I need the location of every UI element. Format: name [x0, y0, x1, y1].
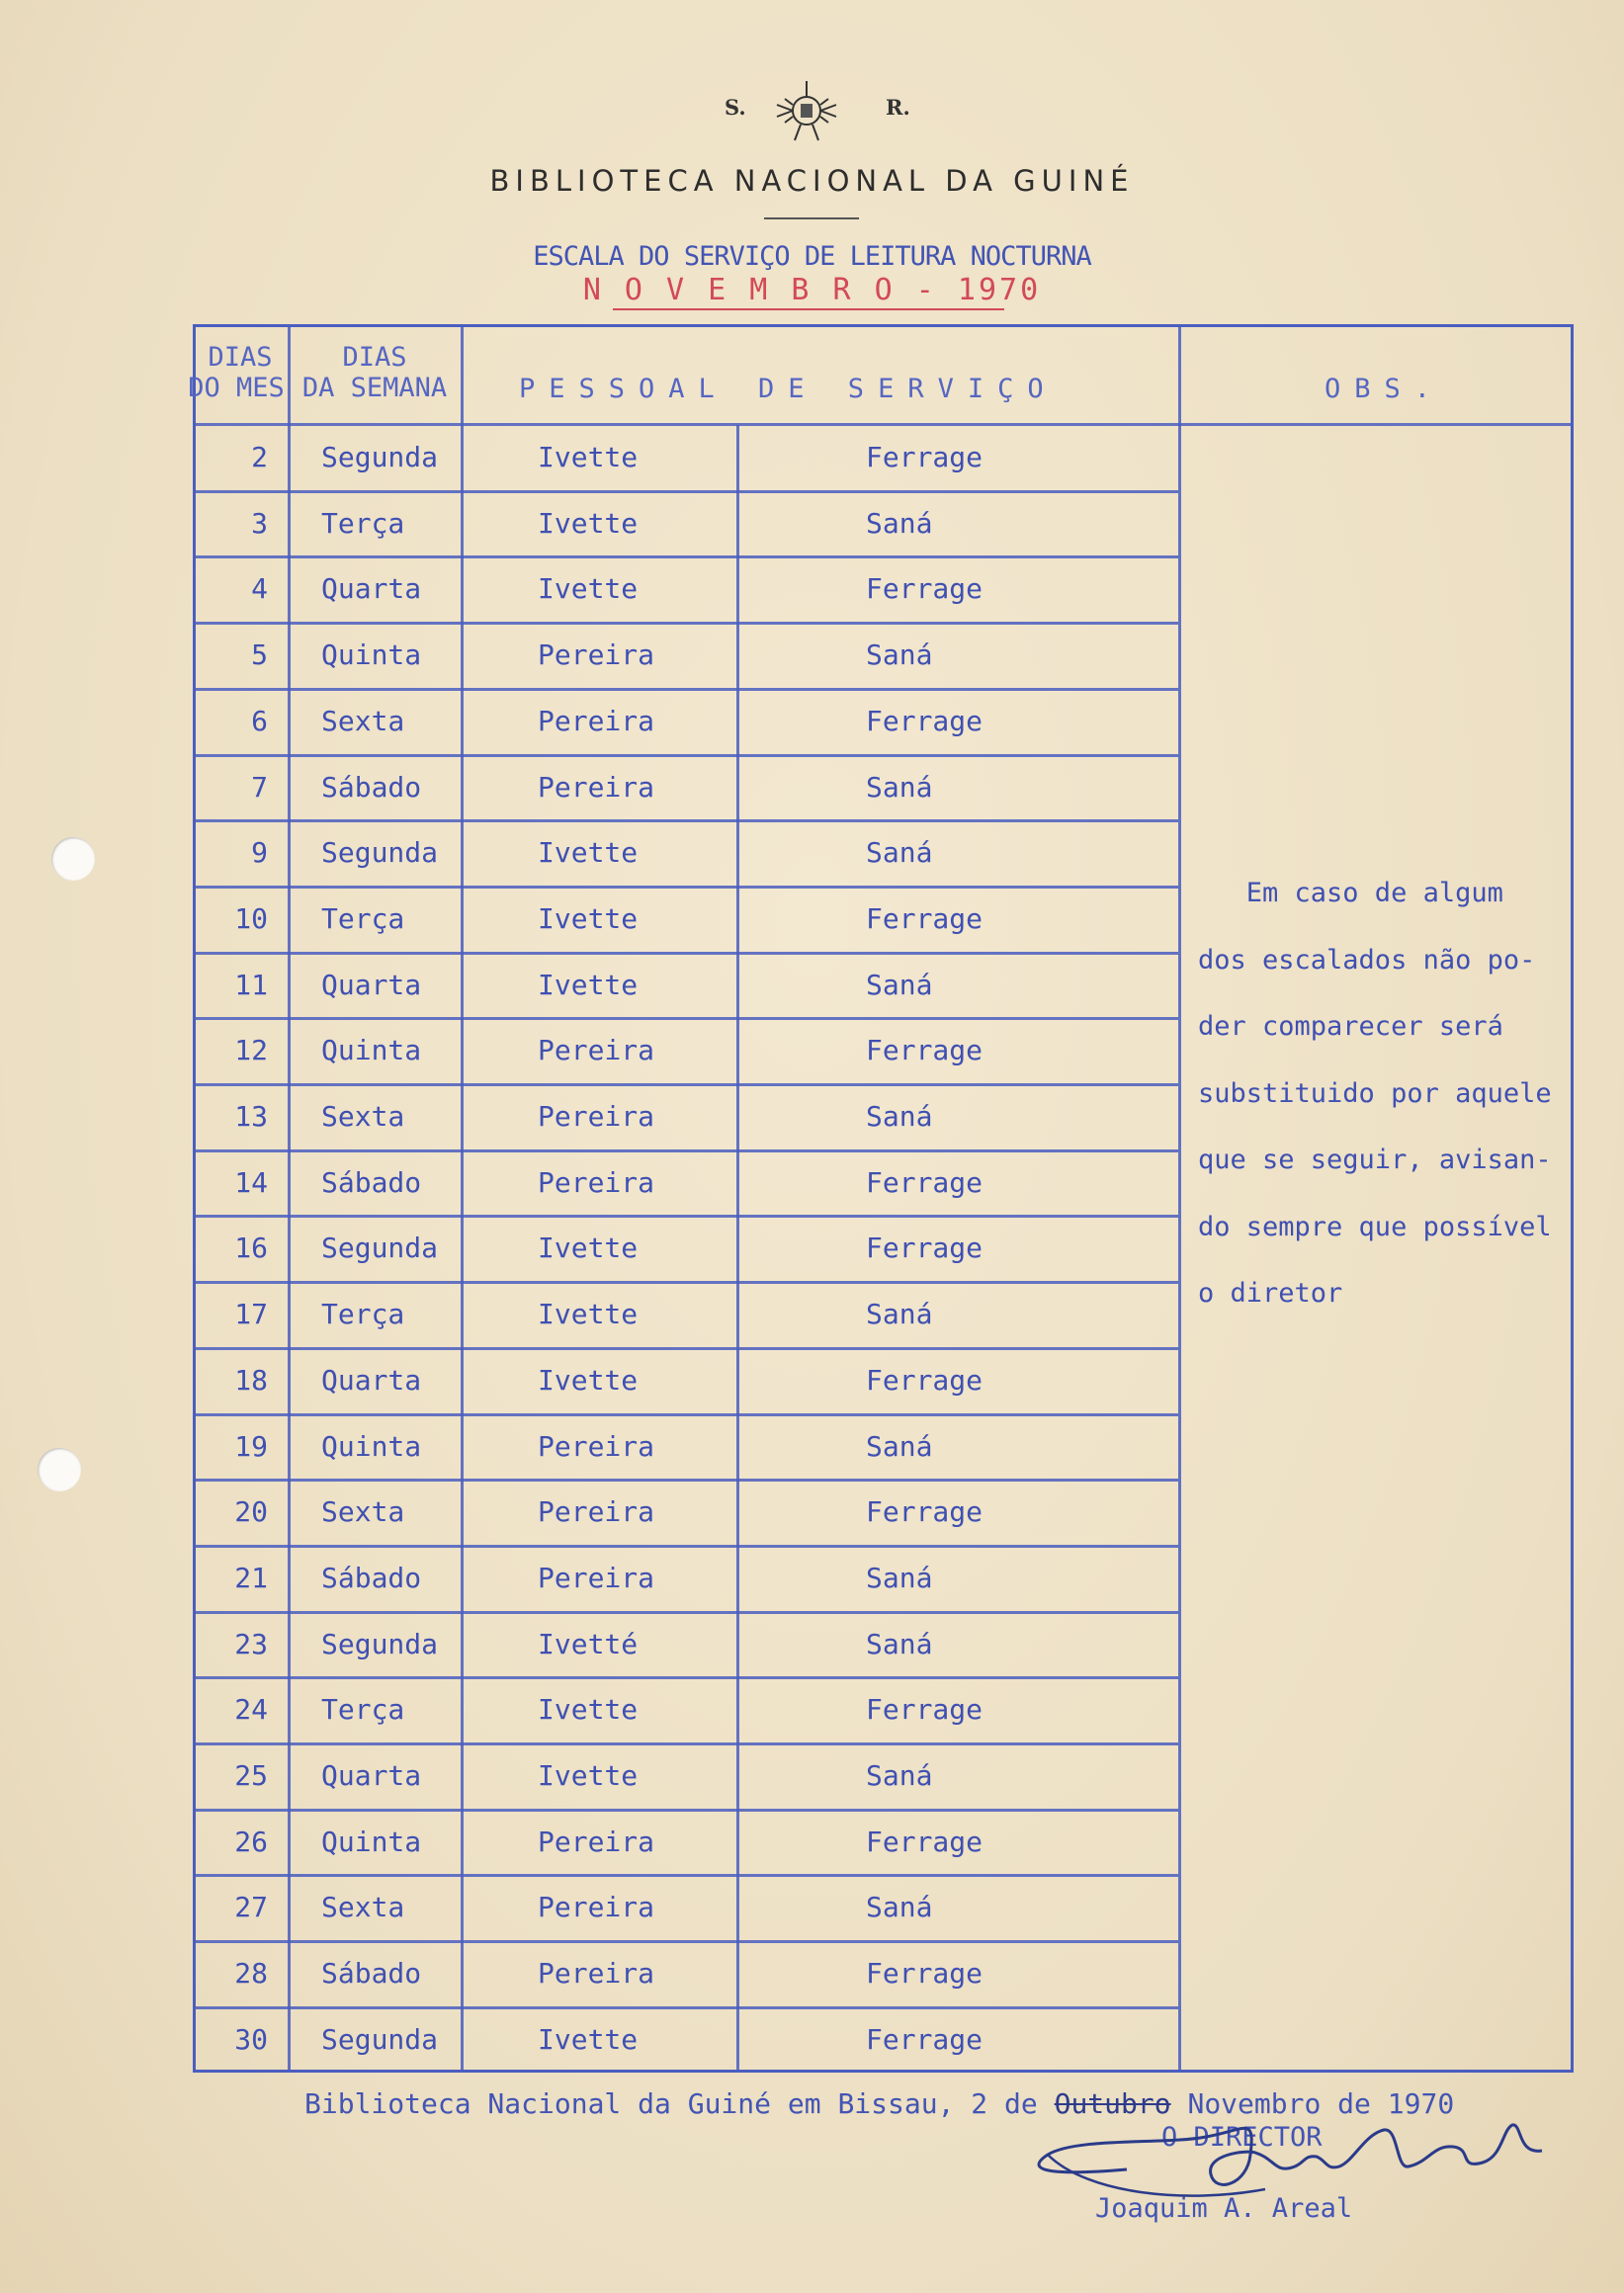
staff-primary-cell: Ivetté [538, 1627, 639, 1660]
staff-secondary-cell: Ferrage [866, 704, 983, 737]
month-underline [613, 308, 1004, 310]
obs-line: substituido por aquele [1198, 1077, 1552, 1109]
day-of-month-cell: 12 [234, 1034, 268, 1067]
header-obs: OBS. [1325, 374, 1445, 404]
staff-primary-cell: Pereira [538, 704, 655, 737]
struck-month: Outubro [1054, 2087, 1171, 2120]
staff-secondary-cell: Saná [866, 836, 933, 870]
staff-secondary-cell: Saná [866, 1627, 933, 1660]
day-of-month-cell: 14 [234, 1165, 268, 1199]
weekday-cell: Segunda [321, 1627, 439, 1660]
staff-primary-cell: Ivette [538, 441, 639, 473]
coat-of-arms-emblem [771, 75, 842, 146]
staff-secondary-cell: Saná [866, 1759, 933, 1792]
staff-secondary-cell: Ferrage [866, 1034, 983, 1067]
weekday-cell: Quarta [321, 1759, 422, 1792]
day-of-month-cell: 5 [251, 638, 268, 672]
observations-note [1198, 860, 1576, 1327]
staff-primary-cell: Ivette [538, 1363, 639, 1397]
weekday-cell: Sexta [321, 1495, 405, 1529]
staff-primary-cell: Ivette [538, 506, 639, 540]
weekday-cell: Sábado [321, 1957, 422, 1991]
staff-primary-cell: Ivette [538, 968, 639, 1001]
col-divider [1178, 324, 1181, 2073]
staff-primary-cell: Ivette [538, 836, 639, 870]
weekday-cell: Segunda [321, 836, 439, 870]
weekday-cell: Quarta [321, 968, 422, 1001]
staff-primary-cell: Pereira [538, 770, 655, 804]
r-mark: R. [886, 95, 910, 120]
weekday-cell: Quinta [321, 638, 422, 672]
weekday-cell: Sábado [321, 1561, 422, 1594]
obs-line: dos escalados não po- [1198, 944, 1536, 976]
staff-primary-cell: Pereira [538, 1891, 655, 1924]
weekday-cell: Terça [321, 1298, 405, 1331]
day-of-month-cell: 21 [234, 1561, 268, 1594]
staff-secondary-cell: Saná [866, 1891, 933, 1924]
weekday-cell: Segunda [321, 1231, 439, 1265]
staff-primary-cell: Pereira [538, 1495, 655, 1529]
staff-secondary-cell: Ferrage [866, 901, 983, 935]
staff-primary-cell: Ivette [538, 2022, 639, 2056]
staff-primary-cell: Pereira [538, 1034, 655, 1067]
staff-secondary-cell: Saná [866, 1429, 933, 1463]
obs-line: der comparecer será [1198, 1011, 1503, 1042]
weekday-cell: Quarta [321, 572, 422, 606]
director-title: O DIRECTOR [1161, 2122, 1323, 2153]
weekday-cell: Quinta [321, 1034, 422, 1067]
staff-secondary-cell: Ferrage [866, 1957, 983, 1991]
header-pessoal-servico: PESSOAL DE SERVIÇO [519, 374, 1058, 404]
staff-primary-cell: Ivette [538, 1693, 639, 1727]
day-of-month-cell: 25 [234, 1759, 268, 1792]
place-date-line: Biblioteca Nacional da Guiné em Bissau, 2 de Outubro Novembro de 1970 [304, 2087, 1455, 2120]
staff-primary-cell: Pereira [538, 1957, 655, 1991]
day-of-month-cell: 18 [234, 1363, 268, 1397]
staff-secondary-cell: Saná [866, 506, 933, 540]
weekday-cell: Sexta [321, 1100, 405, 1133]
staff-secondary-cell: Saná [866, 1298, 933, 1331]
title-divider [764, 217, 859, 219]
day-of-month-cell: 6 [251, 704, 268, 737]
weekday-cell: Segunda [321, 2022, 439, 2056]
obs-line: que se seguir, avisan- [1198, 1145, 1552, 1175]
day-of-month-cell: 16 [234, 1231, 268, 1265]
day-of-month-cell: 19 [234, 1429, 268, 1463]
day-of-month-cell: 10 [234, 901, 268, 935]
staff-primary-cell: Pereira [538, 1100, 655, 1133]
day-of-month-cell: 13 [234, 1100, 268, 1133]
staff-secondary-cell: Saná [866, 1100, 933, 1133]
day-of-month-cell: 28 [234, 1957, 268, 1991]
staff-primary-cell: Pereira [538, 1825, 655, 1858]
document-subtitle: ESCALA DO SERVIÇO DE LEITURA NOCTURNA [533, 241, 1091, 272]
staff-secondary-cell: Ferrage [866, 2022, 983, 2056]
col-divider [736, 425, 739, 2073]
staff-primary-cell: Pereira [538, 1561, 655, 1594]
staff-secondary-cell: Ferrage [866, 1825, 983, 1858]
weekday-cell: Sábado [321, 770, 422, 804]
weekday-cell: Terça [321, 506, 405, 540]
weekday-cell: Quinta [321, 1429, 422, 1463]
weekday-cell: Segunda [321, 441, 439, 473]
punch-hole-top [51, 837, 95, 881]
staff-primary-cell: Pereira [538, 1165, 655, 1199]
header-dias-mes: DIAS DO MES [188, 342, 285, 403]
day-of-month-cell: 2 [251, 441, 268, 473]
month-year-heading: N O V E M B R O - 1970 [582, 273, 1042, 307]
header-dias-semana: DIAS DA SEMANA [301, 342, 448, 403]
staff-secondary-cell: Ferrage [866, 1693, 983, 1727]
staff-secondary-cell: Saná [866, 770, 933, 804]
director-name: Joaquim A. Areal [1095, 2193, 1353, 2224]
staff-primary-cell: Pereira [538, 638, 655, 672]
obs-line: do sempre que possível [1198, 1211, 1552, 1242]
punch-hole-bottom [38, 1448, 81, 1491]
staff-secondary-cell: Saná [866, 638, 933, 672]
staff-secondary-cell: Ferrage [866, 441, 983, 473]
obs-line: o diretor [1198, 1278, 1343, 1309]
day-of-month-cell: 24 [234, 1693, 268, 1727]
weekday-cell: Quarta [321, 1363, 422, 1397]
staff-primary-cell: Ivette [538, 1231, 639, 1265]
weekday-cell: Sábado [321, 1165, 422, 1199]
staff-secondary-cell: Saná [866, 1561, 933, 1594]
weekday-cell: Sexta [321, 704, 405, 737]
staff-secondary-cell: Ferrage [866, 572, 983, 606]
staff-primary-cell: Ivette [538, 1759, 639, 1792]
staff-secondary-cell: Ferrage [866, 1165, 983, 1199]
staff-secondary-cell: Saná [866, 968, 933, 1001]
day-of-month-cell: 26 [234, 1825, 268, 1858]
weekday-cell: Quinta [321, 1825, 422, 1858]
weekday-cell: Terça [321, 1693, 405, 1727]
day-of-month-cell: 23 [234, 1627, 268, 1660]
day-of-month-cell: 20 [234, 1495, 268, 1529]
day-of-month-cell: 27 [234, 1891, 268, 1924]
day-of-month-cell: 9 [251, 836, 268, 870]
staff-primary-cell: Ivette [538, 901, 639, 935]
s-mark: S. [725, 95, 746, 120]
staff-secondary-cell: Ferrage [866, 1231, 983, 1265]
staff-primary-cell: Pereira [538, 1429, 655, 1463]
weekday-cell: Terça [321, 901, 405, 935]
staff-primary-cell: Ivette [538, 1298, 639, 1331]
staff-primary-cell: Ivette [538, 572, 639, 606]
institution-title: BIBLIOTECA NACIONAL DA GUINÉ [489, 164, 1135, 198]
day-of-month-cell: 4 [251, 572, 268, 606]
day-of-month-cell: 17 [234, 1298, 268, 1331]
staff-secondary-cell: Ferrage [866, 1363, 983, 1397]
day-of-month-cell: 11 [234, 968, 268, 1001]
day-of-month-cell: 3 [251, 506, 268, 540]
staff-secondary-cell: Ferrage [866, 1495, 983, 1529]
day-of-month-cell: 30 [234, 2022, 268, 2056]
day-of-month-cell: 7 [251, 770, 268, 804]
weekday-cell: Sexta [321, 1891, 405, 1924]
obs-line: Em caso de algum [1198, 878, 1503, 908]
